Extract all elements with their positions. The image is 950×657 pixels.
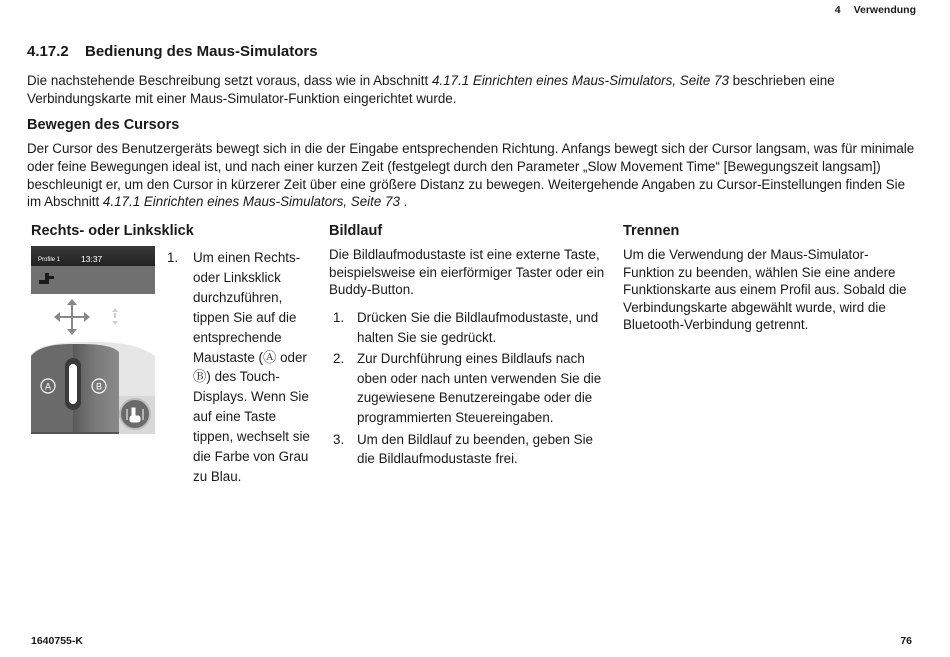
click-step-text: Um einen Rechts- oder Linksklick durchzuführen, tippen Sie auf die entsprechende Maustaste (Ⓐ oder Ⓑ) des Touch-Displays. Wenn Sie auf eine Taste tippen, wechselt sie die Farbe von Grau zu Blau.	[193, 250, 310, 484]
cursor-text-end: .	[399, 194, 408, 210]
button-b-label: B	[95, 381, 103, 392]
page-number: 76	[900, 635, 912, 647]
chapter-title: Verwendung	[853, 4, 916, 16]
scroll-steps	[329, 308, 614, 471]
disconnect-heading: Trennen	[623, 223, 680, 239]
scroll-step-2: 2. Zur Durchführung eines Bildlaufs nach oben oder nach unten verwenden Sie die zugewiesene Benutzereingabe oder die programmierten Steuereingaben.	[333, 351, 602, 425]
scroll-step-1: 1. Drücken Sie die Bildlaufmodustaste, und halten Sie sie gedrückt.	[333, 310, 599, 345]
intro-text-end: beschrieben eine Verbindungskarte mit einer Maus-Simulator-Funktion eingerichtet wurde.	[27, 73, 835, 106]
scroll-arrows-icon	[112, 308, 118, 325]
intro-paragraph	[27, 72, 922, 108]
cursor-cross-reference: 4.17.1 Einrichten eines Maus-Simulators, Seite 73	[102, 194, 400, 210]
chapter-number: 4	[834, 4, 841, 16]
intro-text: Die nachstehende Beschreibung setzt voraus, dass wie in Abschnitt	[27, 73, 432, 88]
scroll-intro: Die Bildlaufmodustaste ist eine externe Taste, beispielsweise ein eierförmiger Taster oder ein Buddy-Button.	[329, 247, 605, 298]
document-number: 1640755-K	[31, 635, 83, 647]
button-a-label: A	[44, 381, 52, 392]
display-menu-bar	[31, 266, 155, 294]
running-head	[825, 4, 916, 16]
scroll-step-3: 3. Um den Bildlauf zu beenden, geben Sie die Bildlaufmodustaste frei.	[333, 431, 593, 467]
profile-label: Profile 1	[38, 257, 61, 263]
cursor-paragraph	[27, 140, 922, 211]
display-time: 13:37	[81, 254, 103, 264]
click-step	[167, 248, 317, 487]
click-heading: Rechts- oder Linksklick	[31, 223, 194, 239]
section-title	[27, 43, 318, 60]
scroll-heading: Bildlauf	[329, 223, 383, 239]
move-arrows-icon	[58, 303, 86, 331]
intro-cross-reference: 4.17.1 Einrichten eines Maus-Simulators, Seite 73	[431, 73, 729, 88]
section-title-text: Bedienung des Maus-Simulators	[85, 43, 318, 60]
disconnect-text: Um die Verwendung der Maus-Simulator-Funktion zu beenden, wählen Sie eine andere Funktionskarte aus einem Profil aus. Sobald die Verbindungskarte abgewählt wurde, wird die Bluetooth-Verbindung getrennt.	[623, 247, 907, 333]
click-step-number: 1.	[167, 250, 179, 265]
cursor-text: Der Cursor des Benutzergeräts bewegt sich in die der Eingabe entsprechenden Richtung. Anfangs bewegt sich der Cursor langsam, was für minimale oder feine Bewegungen ideal ist, und nach einer kurzen Zeit (festgelegt durch den Parameter „Slow Movement Time“ [Bewegungszeit langsam]) beschleunigt er, um den Cursor in kürzerer Zeit über eine größere Distanz zu bewegen. Weitergehende Angaben zu Cursor-Einstellungen finden Sie im Abschnitt	[27, 141, 915, 210]
cursor-heading: Bewegen des Cursors	[27, 117, 180, 133]
touch-display-illustration	[31, 246, 155, 434]
section-number: 4.17.2	[27, 43, 69, 60]
